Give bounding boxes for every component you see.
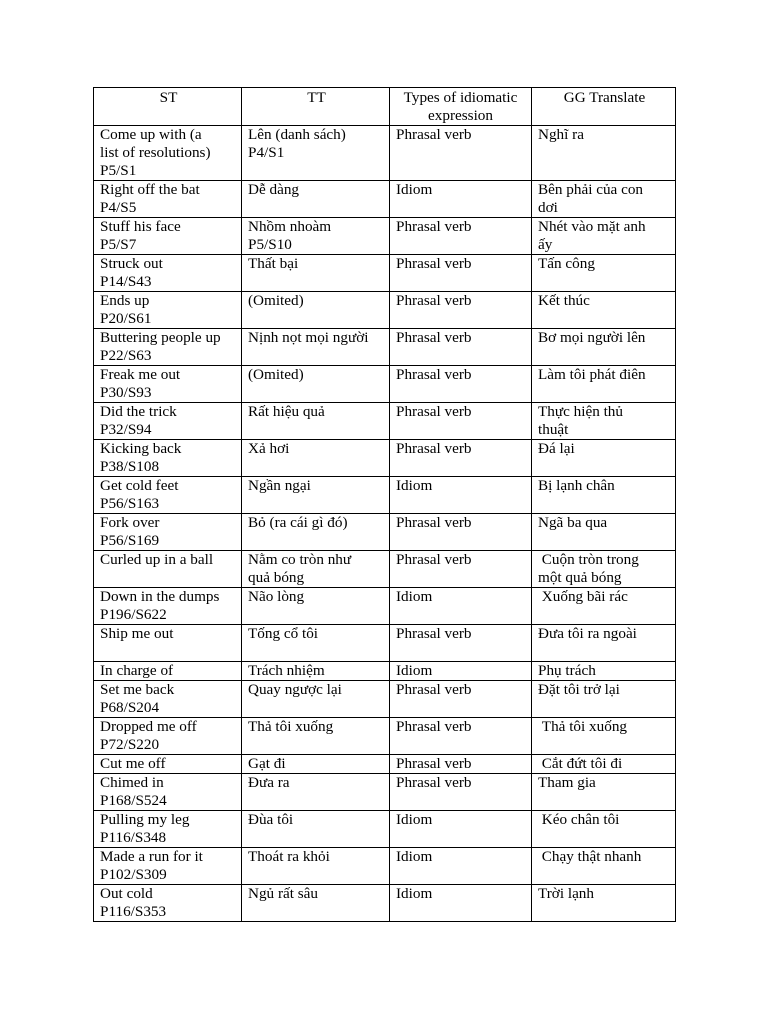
cell-st	[94, 477, 242, 514]
cell-tt	[242, 774, 390, 811]
cell-line: Idiom	[396, 885, 433, 902]
cell-line: P30/S93	[100, 384, 152, 401]
cell-tt	[242, 329, 390, 366]
cell-line: Come up with (a	[100, 126, 202, 143]
cell-line: Ends up	[100, 292, 150, 309]
table-row	[94, 292, 676, 329]
cell-tt	[242, 885, 390, 922]
cell-line: Down in the dumps	[100, 588, 220, 605]
table-row	[94, 755, 676, 774]
cell-tt	[242, 551, 390, 588]
cell-idiom-type	[390, 588, 532, 625]
cell-st	[94, 126, 242, 181]
cell-line: P102/S309	[100, 866, 167, 883]
cell-idiom-type	[390, 440, 532, 477]
cell-line: P4/S5	[100, 199, 137, 216]
cell-line: Bị lạnh chân	[538, 477, 615, 494]
cell-line: Idiom	[396, 181, 433, 198]
cell-idiom-type	[390, 126, 532, 181]
cell-line: Thả tôi xuống	[248, 718, 334, 735]
cell-line: P32/S94	[100, 421, 152, 438]
cell-idiom-type	[390, 848, 532, 885]
cell-gg-translate	[532, 718, 676, 755]
cell-line: Lên (danh sách)	[248, 126, 346, 143]
cell-line: Bỏ (ra cái gì đó)	[248, 514, 348, 531]
cell-line: Tống cổ tôi	[248, 625, 319, 642]
cell-line: Phrasal verb	[396, 292, 472, 309]
cell-idiom-type	[390, 811, 532, 848]
cell-line: Stuff his face	[100, 218, 181, 235]
cell-gg-translate	[532, 885, 676, 922]
cell-line: Idiom	[396, 477, 433, 494]
cell-st	[94, 718, 242, 755]
cell-st	[94, 755, 242, 774]
cell-idiom-type	[390, 625, 532, 662]
table-row	[94, 181, 676, 218]
cell-line: P68/S204	[100, 699, 160, 716]
cell-gg-translate	[532, 681, 676, 718]
cell-idiom-type	[390, 477, 532, 514]
cell-line: Chimed in	[100, 774, 164, 791]
cell-line: Phrasal verb	[396, 440, 472, 457]
cell-line: P196/S622	[100, 606, 167, 623]
cell-line: Phrasal verb	[396, 218, 472, 235]
cell-tt	[242, 718, 390, 755]
cell-line: Phrasal verb	[396, 403, 472, 420]
cell-line: Bên phải của con	[538, 181, 644, 198]
cell-idiom-type	[390, 329, 532, 366]
cell-line: Đá lại	[538, 440, 575, 457]
cell-line: Kicking back	[100, 440, 182, 457]
cell-line: Thực hiện thủ	[538, 403, 623, 420]
cell-tt	[242, 625, 390, 662]
cell-st	[94, 662, 242, 681]
cell-tt	[242, 440, 390, 477]
cell-line: Ship me out	[100, 625, 174, 642]
cell-gg-translate	[532, 440, 676, 477]
cell-tt	[242, 588, 390, 625]
cell-line: Phụ trách	[538, 662, 596, 679]
cell-idiom-type	[390, 403, 532, 440]
table-row	[94, 885, 676, 922]
cell-st	[94, 255, 242, 292]
cell-line: Đưa ra	[248, 774, 290, 791]
cell-line: P22/S63	[100, 347, 152, 364]
cell-line: (Omited)	[248, 366, 304, 383]
table-row	[94, 477, 676, 514]
cell-line: Đùa tôi	[248, 811, 294, 828]
cell-tt	[242, 181, 390, 218]
cell-line: Cut me off	[100, 755, 166, 772]
cell-line: Struck out	[100, 255, 163, 272]
cell-idiom-type	[390, 218, 532, 255]
cell-line: Dropped me off	[100, 718, 197, 735]
cell-st	[94, 329, 242, 366]
cell-st	[94, 181, 242, 218]
cell-idiom-type	[390, 514, 532, 551]
cell-tt	[242, 811, 390, 848]
cell-line: list of resolutions)	[100, 144, 211, 161]
cell-gg-translate	[532, 218, 676, 255]
table-row	[94, 255, 676, 292]
cell-line: Idiom	[396, 811, 433, 828]
cell-idiom-type	[390, 885, 532, 922]
table-header-row	[94, 88, 676, 126]
cell-line: P5/S1	[100, 162, 137, 179]
cell-line: Xuống bãi rác	[538, 588, 628, 605]
cell-line: Làm tôi phát điên	[538, 366, 646, 383]
cell-st	[94, 885, 242, 922]
header-tt: TT	[242, 88, 390, 126]
cell-idiom-type	[390, 366, 532, 403]
cell-line: In charge of	[100, 662, 174, 679]
cell-tt	[242, 126, 390, 181]
table-row	[94, 366, 676, 403]
cell-gg-translate	[532, 551, 676, 588]
cell-line: quả bóng	[248, 569, 305, 586]
cell-line: Set me back	[100, 681, 175, 698]
table-row	[94, 681, 676, 718]
cell-st	[94, 440, 242, 477]
cell-line: Nhồm nhoàm	[248, 218, 332, 235]
cell-line: Trách nhiệm	[248, 662, 325, 679]
cell-idiom-type	[390, 755, 532, 774]
table-row	[94, 329, 676, 366]
cell-tt	[242, 514, 390, 551]
cell-gg-translate	[532, 755, 676, 774]
cell-tt	[242, 662, 390, 681]
cell-gg-translate	[532, 588, 676, 625]
cell-st	[94, 218, 242, 255]
cell-line: Phrasal verb	[396, 514, 472, 531]
cell-line: P168/S524	[100, 792, 167, 809]
cell-line: Thất bại	[248, 255, 299, 272]
cell-tt	[242, 477, 390, 514]
cell-line: Curled up in a ball	[100, 551, 214, 568]
cell-idiom-type	[390, 662, 532, 681]
cell-st	[94, 681, 242, 718]
cell-gg-translate	[532, 126, 676, 181]
cell-line: Nhét vào mặt anh	[538, 218, 646, 235]
header-st: ST	[94, 88, 242, 126]
table-body	[94, 126, 676, 922]
cell-line: một quả bóng	[538, 569, 622, 586]
idiom-translation-table	[93, 87, 676, 922]
cell-line: Buttering people up	[100, 329, 221, 346]
table-row	[94, 588, 676, 625]
cell-line: dơi	[538, 199, 558, 216]
cell-tt	[242, 366, 390, 403]
cell-line: P38/S108	[100, 458, 160, 475]
cell-line: P116/S348	[100, 829, 167, 846]
cell-line: Gạt đi	[248, 755, 286, 772]
cell-tt	[242, 755, 390, 774]
cell-line: Phrasal verb	[396, 681, 472, 698]
cell-st	[94, 551, 242, 588]
cell-line: Idiom	[396, 588, 433, 605]
cell-line: Fork over	[100, 514, 160, 531]
table-row	[94, 551, 676, 588]
cell-st	[94, 625, 242, 662]
cell-line: P4/S1	[248, 144, 285, 161]
cell-st	[94, 774, 242, 811]
cell-line: Phrasal verb	[396, 774, 472, 791]
table-row	[94, 774, 676, 811]
cell-line: Phrasal verb	[396, 255, 472, 272]
cell-line: Cắt đứt tôi đi	[538, 755, 623, 772]
cell-line: Did the trick	[100, 403, 177, 420]
cell-line: Phrasal verb	[396, 329, 472, 346]
cell-idiom-type	[390, 718, 532, 755]
cell-st	[94, 514, 242, 551]
cell-line: P56/S169	[100, 532, 160, 549]
cell-line: Made a run for it	[100, 848, 203, 865]
cell-line: Idiom	[396, 848, 433, 865]
cell-gg-translate	[532, 811, 676, 848]
cell-line: Não lòng	[248, 588, 305, 605]
cell-tt	[242, 292, 390, 329]
cell-line: Ngủ rất sâu	[248, 885, 319, 902]
cell-line: Xả hơi	[248, 440, 290, 457]
cell-tt	[242, 255, 390, 292]
table-row	[94, 811, 676, 848]
cell-line: Bơ mọi người lên	[538, 329, 646, 346]
cell-gg-translate	[532, 662, 676, 681]
cell-line: P20/S61	[100, 310, 152, 327]
cell-gg-translate	[532, 848, 676, 885]
cell-line: Kéo chân tôi	[538, 811, 620, 828]
header-gg-translate: GG Translate	[532, 88, 676, 126]
cell-line: Kết thúc	[538, 292, 590, 309]
cell-gg-translate	[532, 255, 676, 292]
cell-line: Thả tôi xuống	[538, 718, 628, 735]
cell-line: P5/S10	[248, 236, 292, 253]
cell-line: P5/S7	[100, 236, 137, 253]
cell-line: Quay ngược lại	[248, 681, 342, 698]
cell-gg-translate	[532, 477, 676, 514]
cell-st	[94, 588, 242, 625]
cell-line: Chạy thật nhanh	[538, 848, 642, 865]
cell-line: Nghĩ ra	[538, 126, 584, 143]
cell-st	[94, 366, 242, 403]
cell-line: Ngã ba qua	[538, 514, 608, 531]
cell-gg-translate	[532, 514, 676, 551]
table-row	[94, 718, 676, 755]
header-idiom-type: Types of idiomatic expression	[390, 88, 532, 126]
cell-st	[94, 292, 242, 329]
cell-gg-translate	[532, 774, 676, 811]
cell-st	[94, 848, 242, 885]
cell-line: Đặt tôi trở lại	[538, 681, 620, 698]
table-row	[94, 218, 676, 255]
cell-line: Phrasal verb	[396, 755, 472, 772]
cell-idiom-type	[390, 181, 532, 218]
cell-line: Idiom	[396, 662, 433, 679]
cell-line: Rất hiệu quả	[248, 403, 325, 420]
cell-st	[94, 811, 242, 848]
table-row	[94, 514, 676, 551]
cell-line: Nằm co tròn như	[248, 551, 352, 568]
cell-line: P72/S220	[100, 736, 160, 753]
cell-line: Đưa tôi ra ngoài	[538, 625, 637, 642]
table-row	[94, 625, 676, 662]
cell-idiom-type	[390, 774, 532, 811]
cell-line: Pulling my leg	[100, 811, 190, 828]
cell-line: thuật	[538, 421, 569, 438]
cell-line: Ngần ngại	[248, 477, 311, 494]
table-row	[94, 662, 676, 681]
cell-gg-translate	[532, 292, 676, 329]
cell-line: Phrasal verb	[396, 126, 472, 143]
cell-line: ấy	[538, 236, 553, 253]
cell-line: P116/S353	[100, 903, 167, 920]
cell-gg-translate	[532, 625, 676, 662]
cell-gg-translate	[532, 181, 676, 218]
cell-line: Out cold	[100, 885, 153, 902]
cell-tt	[242, 681, 390, 718]
table-row	[94, 440, 676, 477]
cell-line: Thoát ra khỏi	[248, 848, 330, 865]
cell-st	[94, 403, 242, 440]
cell-line: Tham gia	[538, 774, 596, 791]
cell-line: Trời lạnh	[538, 885, 594, 902]
table-row	[94, 403, 676, 440]
cell-line: Right off the bat	[100, 181, 200, 198]
cell-line: P14/S43	[100, 273, 152, 290]
cell-line: Get cold feet	[100, 477, 179, 494]
cell-idiom-type	[390, 292, 532, 329]
cell-line: P56/S163	[100, 495, 160, 512]
cell-line: Phrasal verb	[396, 551, 472, 568]
cell-line: Freak me out	[100, 366, 181, 383]
cell-tt	[242, 403, 390, 440]
cell-line: Phrasal verb	[396, 718, 472, 735]
cell-tt	[242, 848, 390, 885]
cell-line: (Omited)	[248, 292, 304, 309]
cell-line: Dễ dàng	[248, 181, 300, 198]
cell-line: Phrasal verb	[396, 625, 472, 642]
cell-line: Cuộn tròn trong	[538, 551, 639, 568]
table-row	[94, 848, 676, 885]
cell-idiom-type	[390, 255, 532, 292]
cell-idiom-type	[390, 681, 532, 718]
cell-gg-translate	[532, 403, 676, 440]
cell-tt	[242, 218, 390, 255]
cell-line: Nịnh nọt mọi người	[248, 329, 369, 346]
cell-line: Tấn công	[538, 255, 595, 272]
cell-idiom-type	[390, 551, 532, 588]
cell-line: Phrasal verb	[396, 366, 472, 383]
cell-gg-translate	[532, 329, 676, 366]
table-row	[94, 126, 676, 181]
cell-gg-translate	[532, 366, 676, 403]
